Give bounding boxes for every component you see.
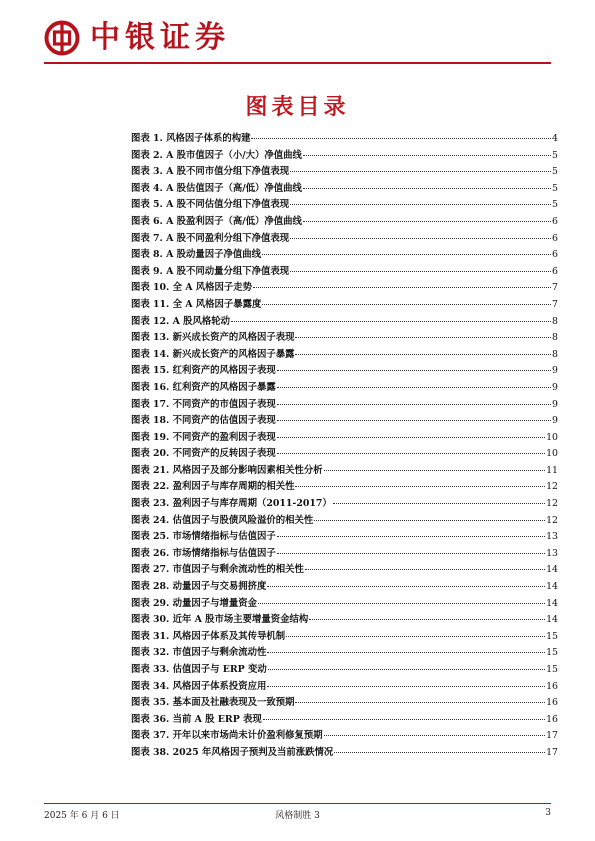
- toc-dot-leader: [295, 485, 545, 487]
- toc-dot-leader: [295, 353, 551, 355]
- toc-entry-page: 11: [546, 464, 558, 476]
- toc-entry-label: 图表 10. 全 A 风格因子走势: [131, 282, 253, 294]
- toc-entry[interactable]: [131, 180, 558, 197]
- toc-dot-leader: [251, 137, 551, 139]
- toc-entry[interactable]: [131, 545, 558, 562]
- toc-dot-leader: [290, 203, 551, 205]
- toc-dot-leader: [303, 154, 551, 156]
- toc-entry-page: 14: [546, 614, 558, 626]
- toc-entry[interactable]: [131, 163, 558, 180]
- toc-entry-label: 图表 29. 动量因子与增量资金: [131, 597, 257, 609]
- toc-entry-label: 图表 3. A 股不同市值分组下净值表现: [131, 166, 290, 178]
- toc-entry-page: 9: [552, 415, 558, 427]
- toc-entry[interactable]: [131, 279, 558, 296]
- toc-entry-label: 图表 20. 不同资产的反转因子表现: [131, 448, 276, 460]
- toc-entry[interactable]: [131, 196, 558, 213]
- toc-dot-leader: [303, 187, 551, 189]
- toc-dot-leader: [305, 568, 545, 570]
- toc-entry[interactable]: [131, 661, 558, 678]
- toc-entry-page: 8: [552, 332, 558, 344]
- toc-entry-label: 图表 8. A 股动量因子净值曲线: [131, 249, 261, 261]
- toc-entry-label: 图表 12. A 股风格轮动: [131, 315, 231, 327]
- toc-entry-label: 图表 21. 风格因子及部分影响因素相关性分析: [131, 464, 323, 476]
- toc-entry[interactable]: [131, 744, 558, 761]
- toc-entry[interactable]: [131, 727, 558, 744]
- header-divider: [44, 62, 551, 64]
- toc-dot-leader: [277, 452, 545, 454]
- toc-entry-label: 图表 35. 基本面及社融表现及一致预期: [131, 697, 295, 709]
- toc-entry-page: 16: [546, 680, 558, 692]
- toc-dot-leader: [231, 320, 551, 322]
- toc-entry[interactable]: [131, 561, 558, 578]
- toc-entry-page: 10: [546, 448, 558, 460]
- toc-entry-page: 17: [546, 746, 558, 758]
- toc-dot-leader: [267, 585, 545, 587]
- toc-entry-page: 6: [552, 265, 558, 277]
- page-title: 图表目录: [245, 95, 350, 120]
- toc-entry-label: 图表 17. 不同资产的市值因子表现: [131, 398, 276, 410]
- toc-entry-label: 图表 24. 估值因子与股债风险溢价的相关性: [131, 514, 314, 526]
- brand-name: 中银证券: [90, 20, 230, 55]
- toc-entry-label: 图表 11. 全 A 风格因子暴露度: [131, 298, 262, 310]
- toc-dot-leader: [277, 419, 551, 421]
- footer-divider: [44, 803, 551, 804]
- toc-entry-page: 17: [546, 730, 558, 742]
- toc-dot-leader: [268, 668, 545, 670]
- toc-entry-page: 13: [546, 547, 558, 559]
- toc-dot-leader: [277, 369, 551, 371]
- toc-dot-leader: [267, 685, 545, 687]
- toc-entry-label: 图表 18. 不同资产的估值因子表现: [131, 415, 276, 427]
- toc-entry-label: 图表 28. 动量因子与交易拥挤度: [131, 581, 267, 593]
- toc-dot-leader: [253, 286, 551, 288]
- toc-dot-leader: [334, 751, 545, 753]
- toc-entry[interactable]: [131, 313, 558, 330]
- toc-entry-page: 6: [552, 249, 558, 261]
- toc-entry-page: 16: [546, 713, 558, 725]
- toc-entry-page: 15: [546, 647, 558, 659]
- toc-dot-leader: [295, 336, 551, 338]
- toc-entry[interactable]: [131, 595, 558, 612]
- toc-entry-label: 图表 34. 风格因子体系投资应用: [131, 680, 267, 692]
- toc-entry-label: 图表 30. 近年 A 股市场主要增量资金结构: [131, 614, 309, 626]
- toc-dot-leader: [290, 237, 551, 239]
- toc-entry-label: 图表 4. A 股估值因子（高/低）净值曲线: [131, 182, 302, 194]
- toc-entry-page: 10: [546, 431, 558, 443]
- toc-dot-leader: [263, 718, 545, 720]
- toc-entry[interactable]: [131, 678, 558, 695]
- toc-entry-label: 图表 19. 不同资产的盈利因子表现: [131, 431, 276, 443]
- toc-entry-page: 9: [552, 398, 558, 410]
- bank-of-china-logo-icon: [44, 20, 80, 56]
- toc-dot-leader: [277, 535, 545, 537]
- toc-entry-label: 图表 13. 新兴成长资产的风格因子表现: [131, 332, 295, 344]
- toc-entry-page: 7: [552, 298, 558, 310]
- toc-entry-label: 图表 1. 风格因子体系的构建: [131, 133, 251, 144]
- toc-entry-page: 9: [552, 365, 558, 377]
- toc-dot-leader: [324, 734, 545, 736]
- toc-entry[interactable]: [131, 362, 558, 379]
- toc-entry[interactable]: [131, 379, 558, 396]
- toc-dot-leader: [286, 635, 545, 637]
- toc-dot-leader: [333, 502, 545, 504]
- toc-dot-leader: [277, 436, 545, 438]
- toc-entry[interactable]: [131, 512, 558, 529]
- toc-entry-page: 12: [546, 498, 558, 510]
- toc-entry-label: 图表 26. 市场情绪指标与估值因子: [131, 547, 276, 559]
- toc-entry-page: 14: [546, 564, 558, 576]
- toc-dot-leader: [277, 552, 545, 554]
- toc-entry-label: 图表 33. 估值因子与 ERP 变动: [131, 664, 267, 675]
- table-of-figures: [131, 130, 558, 761]
- toc-entry[interactable]: [131, 213, 558, 230]
- toc-entry[interactable]: [131, 711, 558, 728]
- toc-entry[interactable]: [131, 329, 558, 346]
- toc-entry[interactable]: [131, 147, 558, 164]
- toc-entry[interactable]: [131, 528, 558, 545]
- toc-entry-page: 15: [546, 630, 558, 642]
- toc-entry-label: 图表 9. A 股不同动量分组下净值表现: [131, 265, 290, 277]
- toc-dot-leader: [309, 618, 545, 620]
- toc-entry[interactable]: [131, 495, 558, 512]
- toc-entry-page: 8: [552, 315, 558, 327]
- toc-entry-page: 12: [546, 481, 558, 493]
- toc-entry-page: 6: [552, 232, 558, 244]
- toc-entry-page: 14: [546, 597, 558, 609]
- toc-dot-leader: [262, 303, 551, 305]
- toc-entry-label: 图表 23. 盈利因子与库存周期（2011-2017）: [131, 498, 332, 510]
- toc-entry-page: 5: [552, 149, 558, 161]
- toc-entry[interactable]: [131, 429, 558, 446]
- toc-entry[interactable]: [131, 246, 558, 263]
- toc-entry-label: 图表 37. 开年以来市场尚未计价盈利修复预期: [131, 730, 323, 742]
- toc-entry[interactable]: [131, 346, 558, 363]
- toc-entry[interactable]: [131, 396, 558, 413]
- toc-dot-leader: [303, 220, 551, 222]
- toc-entry-label: 图表 27. 市值因子与剩余流动性的相关性: [131, 564, 304, 576]
- page-header: [44, 18, 230, 58]
- toc-entry-page: 5: [552, 199, 558, 211]
- toc-entry-page: 7: [552, 282, 558, 294]
- footer-page-number: 3: [545, 808, 551, 818]
- toc-entry-label: 图表 22. 盈利因子与库存周期的相关性: [131, 481, 295, 493]
- toc-entry[interactable]: [131, 628, 558, 645]
- footer-report-title: 风格制胜 3: [275, 811, 320, 821]
- toc-entry-label: 图表 2. A 股市值因子（小/大）净值曲线: [131, 149, 302, 161]
- toc-entry-page: 5: [552, 182, 558, 194]
- toc-entry-label: 图表 15. 红利资产的风格因子表现: [131, 365, 276, 377]
- toc-entry[interactable]: [131, 445, 558, 462]
- toc-entry[interactable]: [131, 462, 558, 479]
- toc-entry[interactable]: [131, 130, 558, 147]
- toc-entry[interactable]: [131, 578, 558, 595]
- toc-entry-page: 8: [552, 348, 558, 360]
- toc-entry[interactable]: [131, 263, 558, 280]
- toc-dot-leader: [277, 386, 551, 388]
- toc-entry-page: 16: [546, 697, 558, 709]
- toc-entry[interactable]: [131, 694, 558, 711]
- toc-dot-leader: [267, 651, 545, 653]
- toc-dot-leader: [277, 403, 551, 405]
- toc-entry-label: 图表 32. 市值因子与剩余流动性: [131, 647, 267, 659]
- toc-entry-label: 图表 7. A 股不同盈利分组下净值表现: [131, 232, 290, 244]
- toc-dot-leader: [295, 701, 545, 703]
- toc-entry-label: 图表 16. 红利资产的风格因子暴露: [131, 381, 276, 393]
- toc-entry-label: 图表 5. A 股不同估值分组下净值表现: [131, 199, 290, 211]
- toc-entry-page: 4: [552, 133, 558, 144]
- toc-dot-leader: [262, 253, 551, 255]
- toc-entry-page: 13: [546, 531, 558, 543]
- toc-dot-leader: [324, 469, 545, 471]
- toc-entry-page: 6: [552, 215, 558, 227]
- toc-entry-page: 5: [552, 166, 558, 178]
- toc-entry[interactable]: [131, 230, 558, 247]
- toc-entry[interactable]: [131, 296, 558, 313]
- toc-entry[interactable]: [131, 644, 558, 661]
- toc-entry[interactable]: [131, 478, 558, 495]
- toc-entry-label: 图表 14. 新兴成长资产的风格因子暴露: [131, 348, 295, 360]
- toc-entry-page: 9: [552, 381, 558, 393]
- toc-entry-label: 图表 38. 2025 年风格因子预判及当前涨跌情况: [131, 746, 334, 758]
- toc-entry-page: 15: [546, 664, 558, 675]
- toc-entry-label: 图表 25. 市场情绪指标与估值因子: [131, 531, 276, 543]
- toc-entry-page: 12: [546, 514, 558, 526]
- toc-entry[interactable]: [131, 412, 558, 429]
- toc-entry-label: 图表 6. A 股盈利因子（高/低）净值曲线: [131, 215, 302, 227]
- footer-date: 2025 年 6 月 6 日: [44, 811, 120, 821]
- toc-dot-leader: [314, 519, 545, 521]
- toc-entry-page: 14: [546, 581, 558, 593]
- toc-dot-leader: [258, 602, 545, 604]
- toc-entry-label: 图表 31. 风格因子体系及其传导机制: [131, 630, 286, 642]
- toc-dot-leader: [290, 270, 551, 272]
- toc-dot-leader: [290, 170, 551, 172]
- toc-entry[interactable]: [131, 611, 558, 628]
- toc-entry-label: 图表 36. 当前 A 股 ERP 表现: [131, 713, 262, 725]
